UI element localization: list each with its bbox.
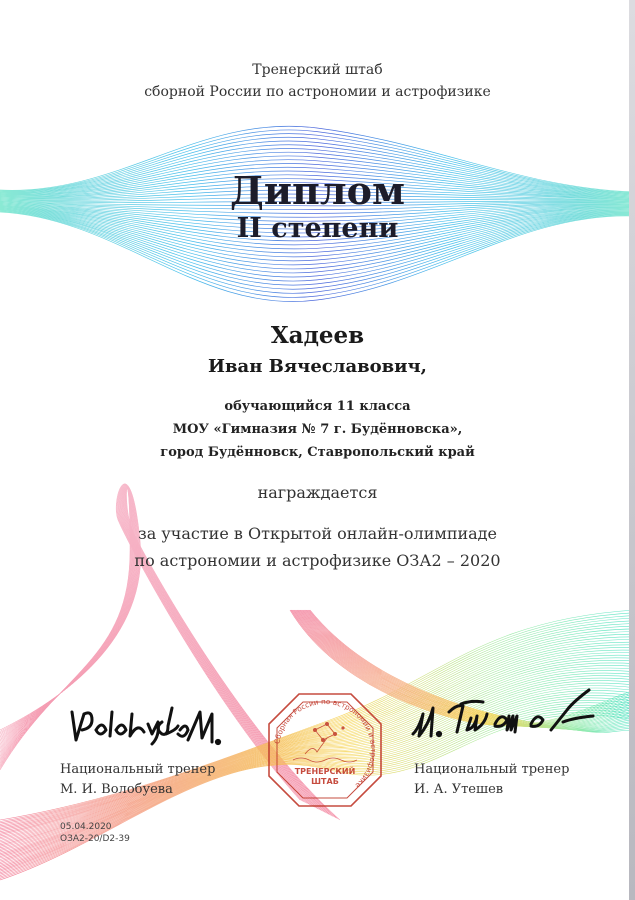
header-line-1: Тренерский штаб	[252, 62, 383, 78]
right-signature	[405, 688, 600, 748]
left-signature	[62, 700, 222, 756]
right-signer-name: И. А. Утешев	[414, 782, 504, 797]
award-line-2: по астрономии и астрофизике ОЗА2 – 2020	[134, 551, 501, 570]
header-line-2: сборной России по астрономии и астрофизике	[144, 84, 491, 100]
details-city: город Будённовск, Ставропольский край	[160, 445, 475, 460]
award-line-1: за участие в Открытой онлайн-олимпиаде	[137, 524, 497, 543]
stamp-ring-text: Сборная России по астрономии и астрофизике	[272, 696, 379, 791]
right-signer-title: Национальный тренер	[414, 762, 570, 777]
diploma-degree: II степени	[236, 213, 399, 244]
recipient-surname: Хадеев	[270, 322, 365, 349]
document-number: ОЗА2-20/D2-39	[60, 834, 130, 844]
diploma-title: Диплом	[230, 168, 405, 213]
official-stamp	[265, 690, 385, 810]
issue-date: 05.04.2020	[60, 822, 112, 832]
stamp-center-line-1: ТРЕНЕРСКИЙ	[294, 767, 356, 776]
details-school: МОУ «Гимназия № 7 г. Будённовска»,	[172, 422, 463, 437]
award-verb: награждается	[257, 483, 378, 502]
recipient-given-names: Иван Вячеславович,	[208, 356, 427, 377]
left-signer-name: М. И. Волобуева	[60, 782, 173, 797]
left-signer-title: Национальный тренер	[60, 762, 216, 777]
stamp-center-line-2: ШТАБ	[311, 777, 339, 786]
details-class: обучающийся 11 класса	[224, 399, 411, 414]
